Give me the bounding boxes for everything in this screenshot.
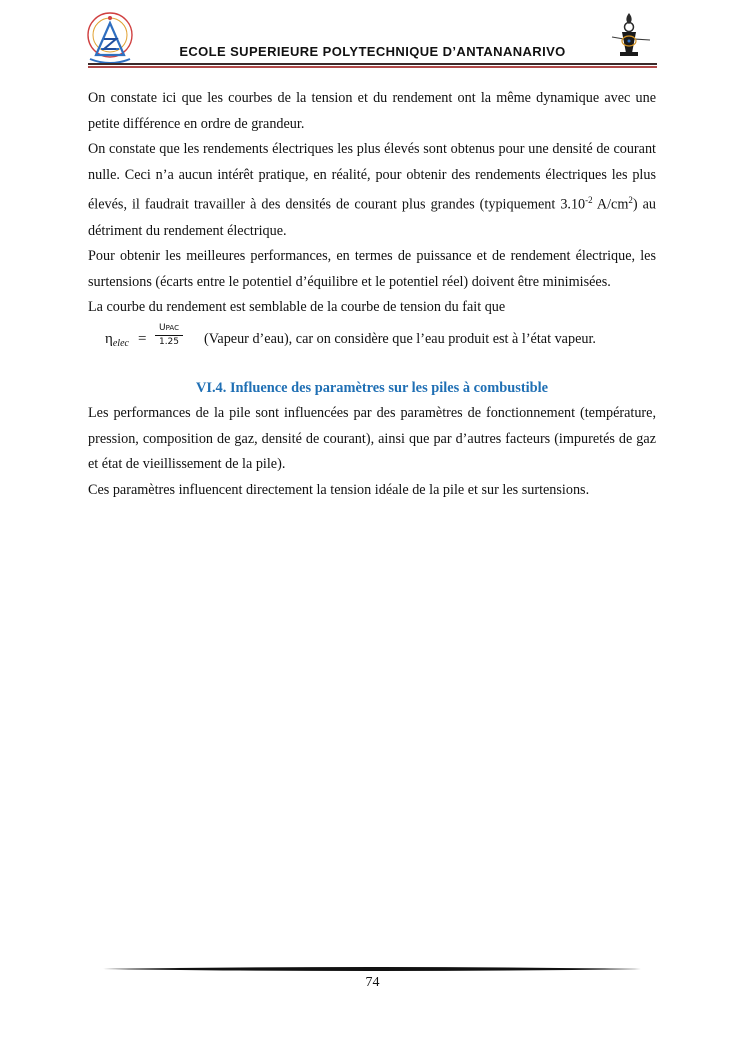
document-body: [88, 86, 656, 503]
efficiency-formula: [88, 323, 656, 353]
paragraph-2-start: On constate que les rendements électriques les plus élevés sont obtenus pour une densité de courant nulle. Ceci n’a aucun intérêt pratique, en réalité, pour obtenir des rendements électriques les plus élevés, il faudrait travailler à des densités de courant plus grandes (typiquement 3.10: [88, 141, 656, 214]
formula-numerator-sub: PAC: [165, 324, 179, 333]
footer-divider: [103, 966, 641, 972]
formula-fraction: [155, 322, 183, 348]
paragraph-4: La courbe du rendement est semblable de la courbe de tension du fait que: [88, 299, 506, 316]
fraction-bar: [155, 335, 183, 336]
exponent-density: -2: [585, 195, 593, 206]
exponent-area: 2: [628, 195, 633, 206]
paragraph-2-end: ) au détriment du rendement électrique.: [88, 197, 656, 239]
formula-note: (Vapeur d’eau), car on considère que l’eau produit est à l’état vapeur.: [204, 331, 596, 348]
formula-symbol: $\eta_{elec}$: [105, 331, 129, 350]
formula-subscript: elec: [112, 338, 129, 350]
paragraph-1: On constate ici que les courbes de la tension et du rendement ont la même dynamique avec une petite différence en ordre de grandeur.: [88, 90, 656, 132]
paragraph-5: Les performances de la pile sont influencées par des paramètres de fonctionnement (température, pression, composition de gaz, densité de courant), ainsi que par d’autres facteurs (impuretés de gaz et état de vieillissement de la pile).: [88, 405, 656, 473]
formula-equals: =: [138, 331, 147, 348]
header-accent-divider: [88, 66, 657, 68]
paragraph-2: [88, 137, 656, 244]
paragraph-2-unit: A/cm: [592, 197, 629, 214]
header-title: ECOLE SUPERIEURE POLYTECHNIQUE D’ANTANANARIVO: [179, 44, 566, 59]
header-divider: [88, 63, 657, 65]
paragraph-6: Ces paramètres influencent directement la tension idéale de la pile et sur les surtensions.: [88, 481, 590, 498]
formula-denominator: 1.25: [158, 337, 180, 348]
school-emblem-icon: [84, 9, 136, 69]
section-heading: VI.4. Influence des paramètres sur les piles à combustible: [195, 380, 549, 397]
page-number: 74: [365, 975, 380, 990]
formula-numerator: UPAC: [159, 323, 179, 334]
paragraph-3: Pour obtenir les meilleures performances, en termes de puissance et de rendement électrique, les surtensions (écarts entre le potentiel d’équilibre et le potentiel réel) doivent être minimisées.: [88, 248, 656, 290]
